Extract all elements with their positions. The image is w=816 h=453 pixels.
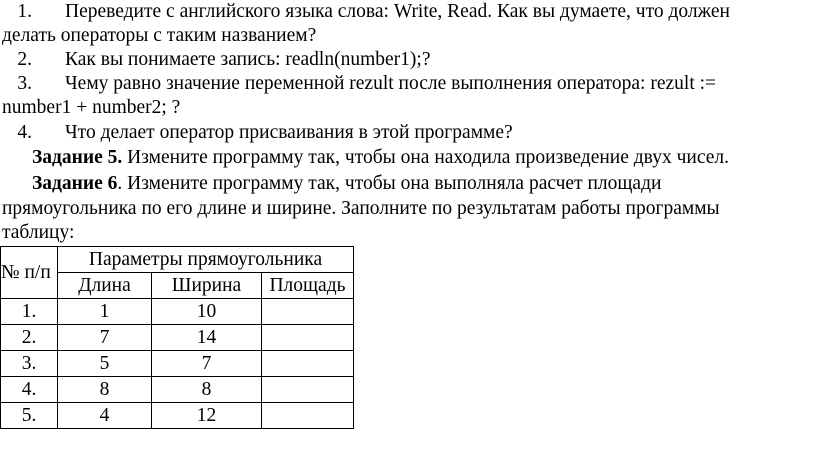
length-cell: 5 [58, 351, 152, 377]
row-number: 4. [1, 377, 58, 403]
table-row [1, 299, 354, 325]
group-header: Параметры прямоугольника [58, 247, 354, 273]
task-6-text: прямоугольника по его длине и ширине. Заполните по результатам работы программы [2, 198, 720, 219]
area-cell[interactable] [262, 377, 354, 403]
task-6-text: . Измените программу так, чтобы она выполняла расчет площади [117, 173, 662, 194]
row-number: 1. [1, 299, 58, 325]
row-number: 2. [1, 325, 58, 351]
table-row [1, 403, 354, 429]
question-text: Как вы понимаете запись: readln(number1);? [65, 49, 431, 70]
question-number: 4. [17, 122, 32, 143]
column-header-length: Длина [58, 273, 152, 299]
area-cell[interactable] [262, 351, 354, 377]
task-5-text: Измените программу так, чтобы она находила произведение двух чисел. [122, 147, 729, 168]
row-number: 5. [1, 403, 58, 429]
table-row [1, 351, 354, 377]
question-text: Что делает оператор присваивания в этой программе? [65, 122, 513, 143]
length-cell: 1 [58, 299, 152, 325]
width-cell: 12 [152, 403, 262, 429]
question-text: Чему равно значение переменной rezult после выполнения оператора: rezult := [65, 73, 717, 94]
length-cell: 7 [58, 325, 152, 351]
question-1-line-1 [2, 0, 730, 24]
task-6-label: Задание 6 [32, 173, 118, 194]
question-2 [2, 48, 430, 72]
task-5-label: Задание 5. [32, 147, 123, 168]
question-4 [2, 121, 513, 145]
area-cell[interactable] [262, 403, 354, 429]
task-6-line-3 [2, 221, 74, 245]
question-3-line-2 [2, 96, 180, 120]
question-number: 3. [17, 73, 32, 94]
row-number-header: № п/п [1, 247, 58, 299]
column-header-width: Ширина [152, 273, 262, 299]
table-row [1, 325, 354, 351]
length-cell: 4 [58, 403, 152, 429]
question-1-line-2 [2, 24, 316, 48]
length-cell: 8 [58, 377, 152, 403]
task-5 [32, 146, 729, 170]
row-number: 3. [1, 351, 58, 377]
width-cell: 10 [152, 299, 262, 325]
question-text: number1 + number2; ? [2, 97, 181, 118]
width-cell: 7 [152, 351, 262, 377]
width-cell: 8 [152, 377, 262, 403]
question-number: 2. [17, 49, 32, 70]
question-3-line-1 [2, 72, 716, 96]
question-number: 1. [17, 1, 32, 22]
task-6-line-2 [2, 197, 720, 221]
question-text: Переведите с английского языка слова: Write, Read. Как вы думаете, что должен [65, 1, 730, 22]
rectangle-parameters-table [0, 246, 354, 429]
area-cell[interactable] [262, 299, 354, 325]
table-row [1, 377, 354, 403]
task-6-line-1 [32, 172, 661, 196]
question-text: делать операторы с таким названием? [2, 25, 317, 46]
area-cell[interactable] [262, 325, 354, 351]
table-header-row [1, 247, 354, 273]
column-header-area: Площадь [262, 273, 354, 299]
task-6-text: таблицу: [2, 222, 75, 243]
width-cell: 14 [152, 325, 262, 351]
